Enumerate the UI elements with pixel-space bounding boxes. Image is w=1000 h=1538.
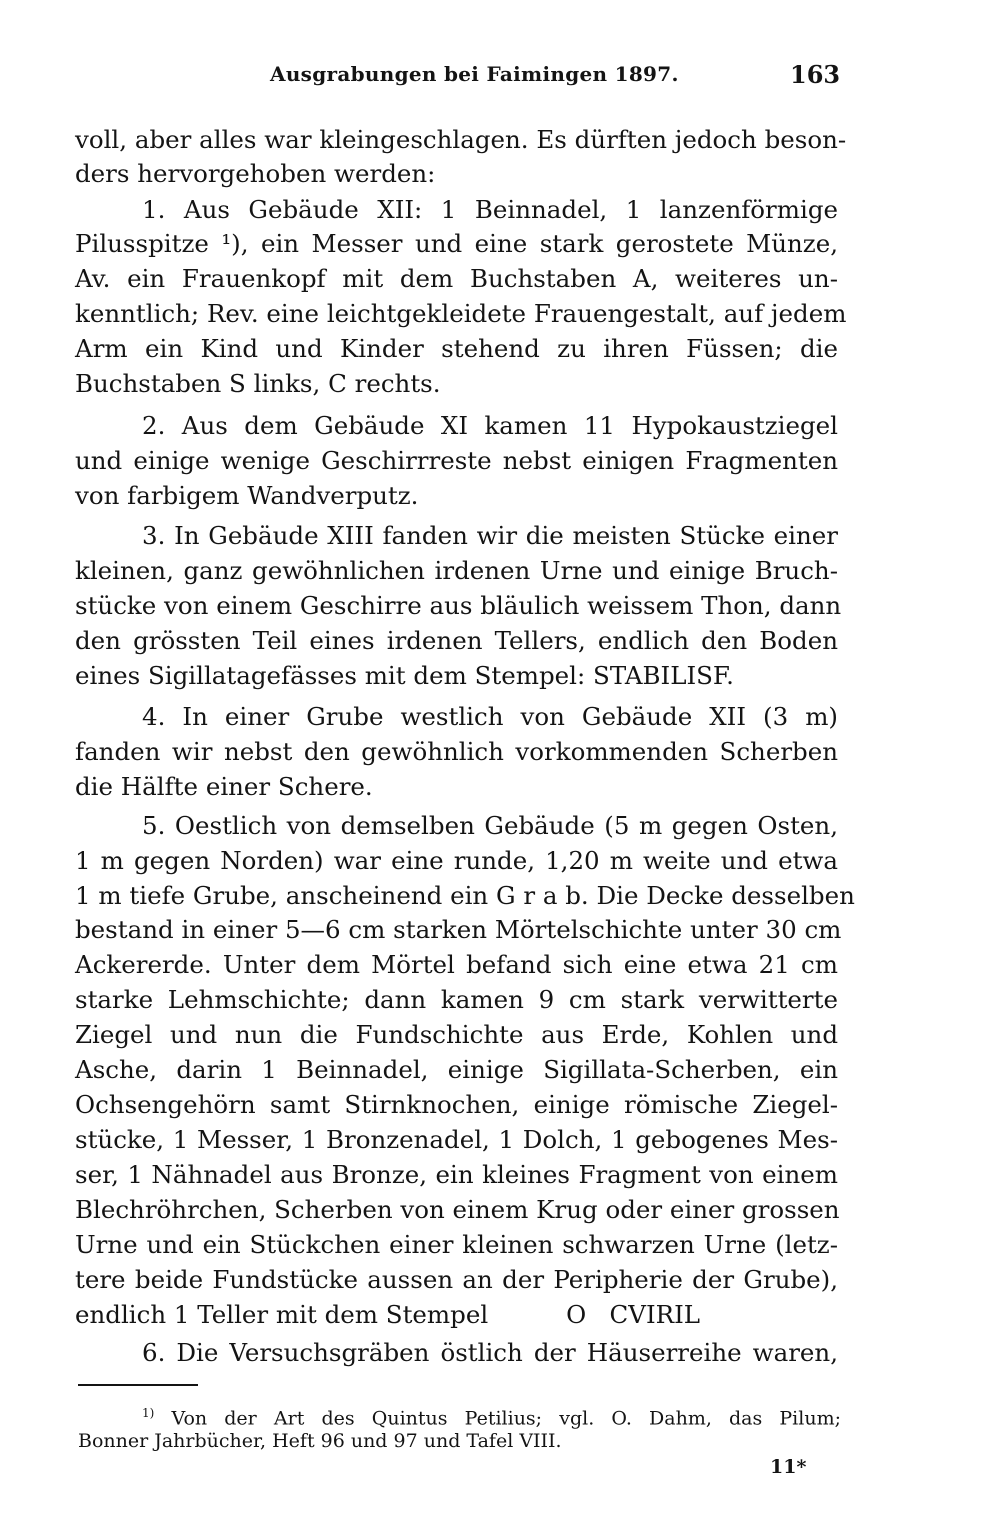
- body-line: Asche, darin 1 Beinnadel, einige Sigillata-Scherben, ein: [75, 1055, 838, 1084]
- body-line: stücke, 1 Messer, 1 Bronzenadel, 1 Dolch, 1 gebogenes Mes-: [75, 1125, 838, 1154]
- body-line: Ochsengehörn samt Stirnknochen, einige römische Ziegel-: [75, 1090, 838, 1119]
- footnote-divider: [78, 1384, 198, 1386]
- body-line: fanden wir nebst den gewöhnlich vorkommenden Scherben: [75, 737, 838, 766]
- body-line: 3. In Gebäude XIII fanden wir die meisten Stücke einer: [142, 521, 838, 550]
- body-line: voll, aber alles war kleingeschlagen. Es dürften jedoch beson-: [75, 125, 847, 154]
- body-line: Urne und ein Stückchen einer kleinen schwarzen Urne (letz-: [75, 1230, 838, 1259]
- footnote-line: [142, 1400, 841, 1431]
- body-line: 2. Aus dem Gebäude XI kamen 11 Hypokaustziegel: [142, 411, 838, 440]
- body-line: 1 m tiefe Grube, anscheinend ein G r a b. Die Decke desselben: [75, 881, 855, 910]
- body-line: tere beide Fundstücke aussen an der Peripherie der Grube),: [75, 1265, 838, 1294]
- body-line: Ackererde. Unter dem Mörtel befand sich eine etwa 21 cm: [75, 950, 838, 979]
- body-line: Blechröhrchen, Scherben von einem Krug oder einer grossen: [75, 1195, 840, 1224]
- body-line: Ziegel und nun die Fundschichte aus Erde, Kohlen und: [75, 1020, 838, 1049]
- body-line: kleinen, ganz gewöhnlichen irdenen Urne und einige Bruch-: [75, 556, 838, 585]
- body-line: bestand in einer 5—6 cm starken Mörtelschichte unter 30 cm: [75, 915, 842, 944]
- body-line: Arm ein Kind und Kinder stehend zu ihren Füssen; die: [75, 334, 838, 363]
- body-line: den grössten Teil eines irdenen Tellers, endlich den Boden: [75, 626, 838, 655]
- body-line: stücke von einem Geschirre aus bläulich weissem Thon, dann: [75, 591, 842, 620]
- footnote-line: Bonner Jahrbücher, Heft 96 und 97 und Tafel VIII.: [78, 1430, 562, 1452]
- signature-mark: 11*: [770, 1456, 807, 1478]
- body-line: von farbigem Wandverputz.: [75, 481, 419, 510]
- body-line: 5. Oestlich von demselben Gebäude (5 m gegen Osten,: [142, 811, 838, 840]
- body-line: die Hälfte einer Schere.: [75, 772, 373, 801]
- body-line: ser, 1 Nähnadel aus Bronze, ein kleines Fragment von einem: [75, 1160, 838, 1189]
- body-line: 1. Aus Gebäude XII: 1 Beinnadel, 1 lanzenförmige: [142, 195, 838, 224]
- body-line: Av. ein Frauenkopf mit dem Buchstaben A, weiteres un-: [75, 264, 838, 293]
- footnote-marker: 1): [142, 1406, 155, 1420]
- body-line: ders hervorgehoben werden:: [75, 159, 436, 188]
- body-line: Pilusspitze ¹), ein Messer und eine stark gerostete Münze,: [75, 229, 838, 258]
- body-line: und einige wenige Geschirrreste nebst einigen Fragmenten: [75, 446, 838, 475]
- page-number: 163: [790, 60, 841, 89]
- running-header-title: Ausgrabungen bei Faimingen 1897.: [270, 62, 679, 86]
- body-line: Buchstaben S links, C rechts.: [75, 369, 441, 398]
- body-line: endlich 1 Teller mit dem Stempel O CVIRIL: [75, 1300, 701, 1329]
- body-line: eines Sigillatagefässes mit dem Stempel: STABILISF.: [75, 661, 734, 690]
- footnote-text: Von der Art des Quintus Petilius; vgl. O. Dahm, das Pilum;: [171, 1407, 841, 1430]
- body-line: starke Lehmschichte; dann kamen 9 cm stark verwitterte: [75, 985, 838, 1014]
- body-line: 6. Die Versuchsgräben östlich der Häuserreihe waren,: [142, 1338, 838, 1367]
- body-line: 4. In einer Grube westlich von Gebäude XII (3 m): [142, 702, 838, 731]
- body-line: kenntlich; Rev. eine leichtgekleidete Frauengestalt, auf jedem: [75, 299, 847, 328]
- body-line: 1 m gegen Norden) war eine runde, 1,20 m weite und etwa: [75, 846, 838, 875]
